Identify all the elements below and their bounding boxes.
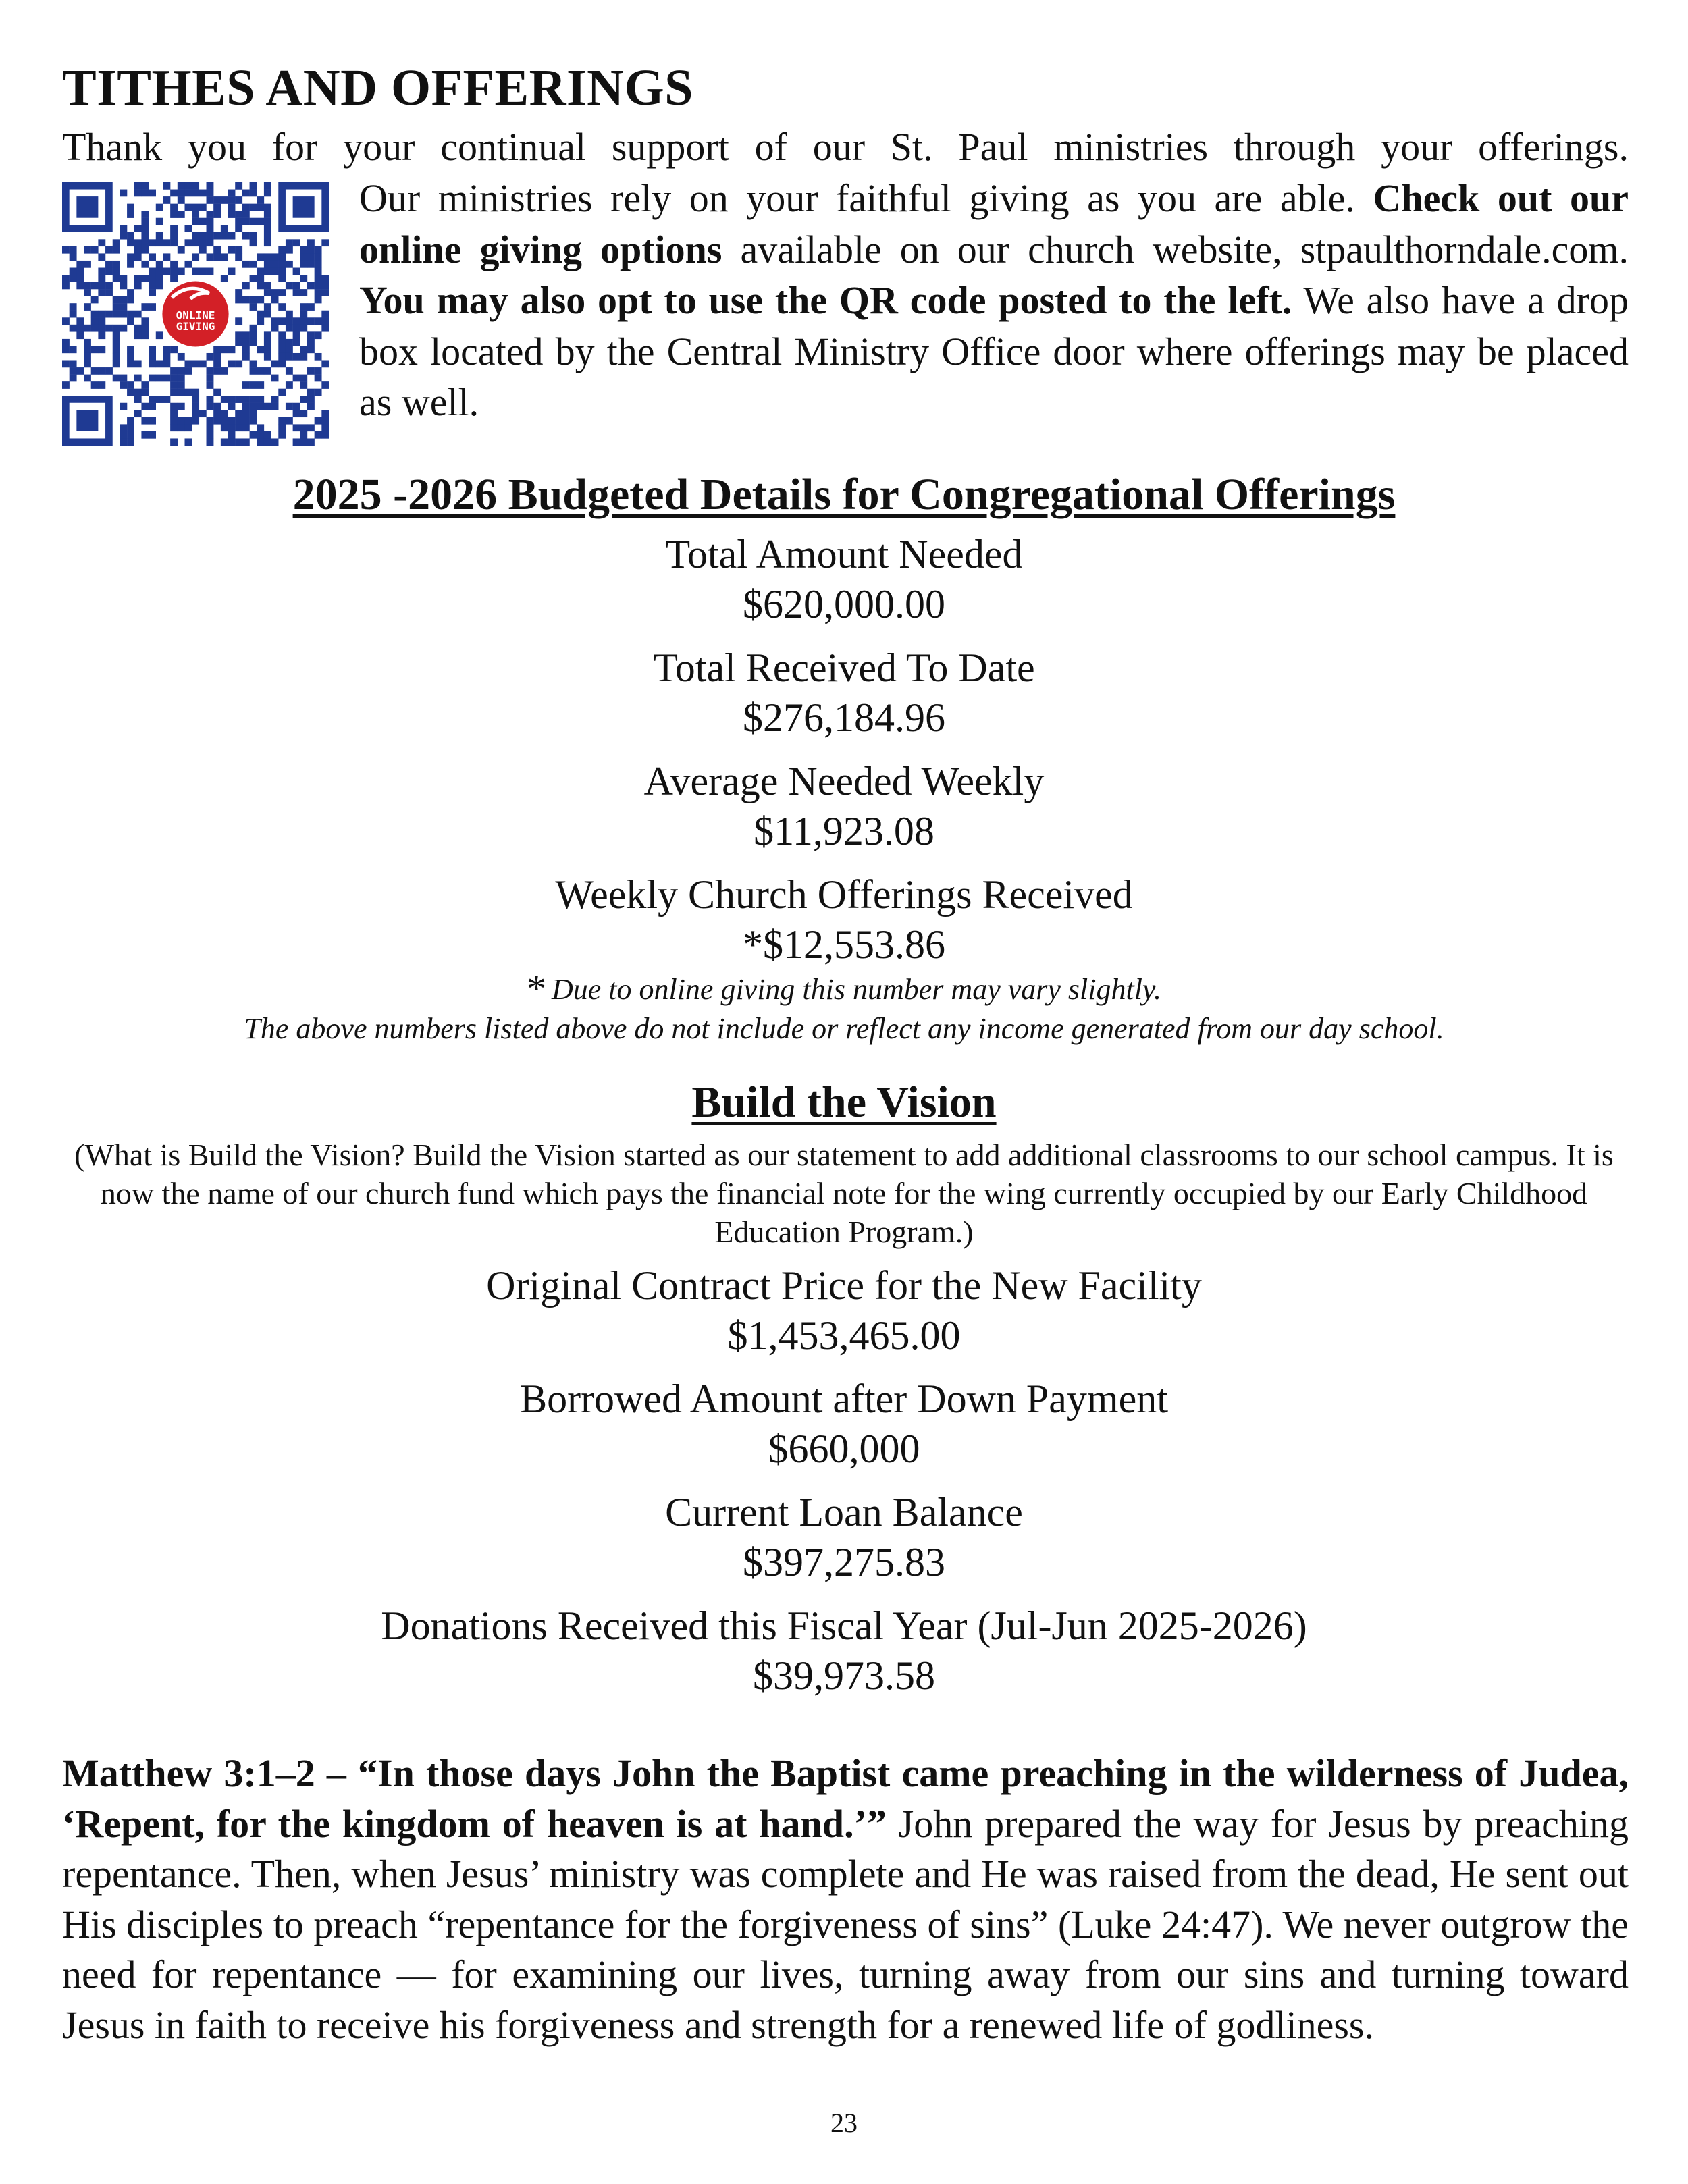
stat-label: Average Needed Weekly	[643, 759, 1045, 803]
intro-text-2: available on our church website, stpaulthorndale.com.	[722, 227, 1629, 271]
stat-value: $620,000.00	[743, 582, 945, 627]
intro-first-line: Thank you for your continual support of our St. Paul ministries through your offerings.	[62, 125, 1629, 169]
qr-code-graphic	[62, 182, 329, 446]
vision-stat-donations-received	[0, 1601, 1688, 1701]
stat-label: Current Loan Balance	[665, 1490, 1023, 1535]
vision-description: (What is Build the Vision? Build the Vision started as our statement to add additional classrooms to our school campus. It is now the name of our church fund which pays the financial note for the wing currently occupied by our Early Childhood Education Program.)	[74, 1138, 1614, 1249]
online-giving-note	[0, 969, 1688, 1009]
qr-code-callout: You may also opt to use the QR code posted to the left.	[359, 278, 1292, 322]
footnote-star: *	[526, 967, 546, 1011]
vision-stat-contract-price	[0, 1260, 1688, 1360]
vision-title: Build the Vision	[691, 1077, 997, 1127]
budget-stat-received-to-date	[0, 643, 1688, 743]
stat-value: $39,973.58	[753, 1653, 935, 1698]
budget-stat-average-weekly	[0, 756, 1688, 856]
badge-text-line1: ONLINE	[176, 309, 215, 322]
stat-value: $397,275.83	[743, 1540, 945, 1584]
stat-label: Original Contract Price for the New Facility	[486, 1263, 1202, 1308]
scripture-devotion	[62, 1749, 1629, 2050]
stat-label: Total Received To Date	[653, 645, 1035, 690]
intro-text-3: We also have a drop box located by the Central Ministry Office door where offerings may be placed as well.	[359, 278, 1629, 424]
badge-text-line2: GIVING	[176, 320, 215, 334]
stat-value: *$12,553.86	[743, 922, 945, 967]
devotion-text: John prepared the way for Jesus by preaching repentance. Then, when Jesus’ ministry was complete and He was raised from the dead, He sent out His disciples to preach “repentance for the forgiveness of sins” (Luke 24:47). We never outgrow the need for repentance — for examining our lives, turning away from our sins and turning toward Jesus in faith to receive his forgiveness and strength for a renewed life of godliness.	[62, 1801, 1629, 2047]
budget-title: 2025 -2026 Budgeted Details for Congregational Offerings	[292, 470, 1396, 519]
stat-value: $276,184.96	[743, 695, 945, 740]
intro-paragraph	[359, 173, 1629, 428]
vision-stat-borrowed-amount	[0, 1374, 1688, 1474]
page-heading: TITHES AND OFFERINGS	[62, 59, 693, 116]
scripture-quote: Matthew 3:1–2 – “In those days John the Baptist came preaching in the wilderness of Judea, ‘Repent, for the kingdom of heaven is at hand.’”	[62, 1751, 1629, 1846]
note-text: Due to online giving this number may vary slightly.	[551, 973, 1162, 1006]
page-number: 23	[830, 2108, 858, 2138]
budget-stat-weekly-received	[0, 870, 1688, 969]
budget-section	[0, 470, 1688, 1048]
vision-stat-loan-balance	[0, 1487, 1688, 1587]
stat-value: $1,453,465.00	[727, 1313, 961, 1358]
stat-label: Borrowed Amount after Down Payment	[520, 1377, 1168, 1421]
stat-label: Total Amount Needed	[665, 532, 1023, 577]
stat-value: $11,923.08	[754, 809, 934, 853]
intro-text-1: Our ministries rely on your faithful giving as you are able.	[359, 176, 1373, 220]
day-school-note: The above numbers listed above do not include or reflect any income generated from our day school.	[244, 1012, 1444, 1045]
online-giving-qr-code[interactable]	[62, 182, 329, 446]
stat-label: Donations Received this Fiscal Year (Jul-Jun 2025-2026)	[381, 1603, 1307, 1648]
build-the-vision-section	[0, 1077, 1688, 1701]
online-giving-callout: Check out our online giving options	[359, 176, 1629, 271]
budget-stat-total-needed	[0, 529, 1688, 629]
stat-label: Weekly Church Offerings Received	[555, 872, 1133, 917]
stat-value: $660,000	[768, 1427, 920, 1471]
